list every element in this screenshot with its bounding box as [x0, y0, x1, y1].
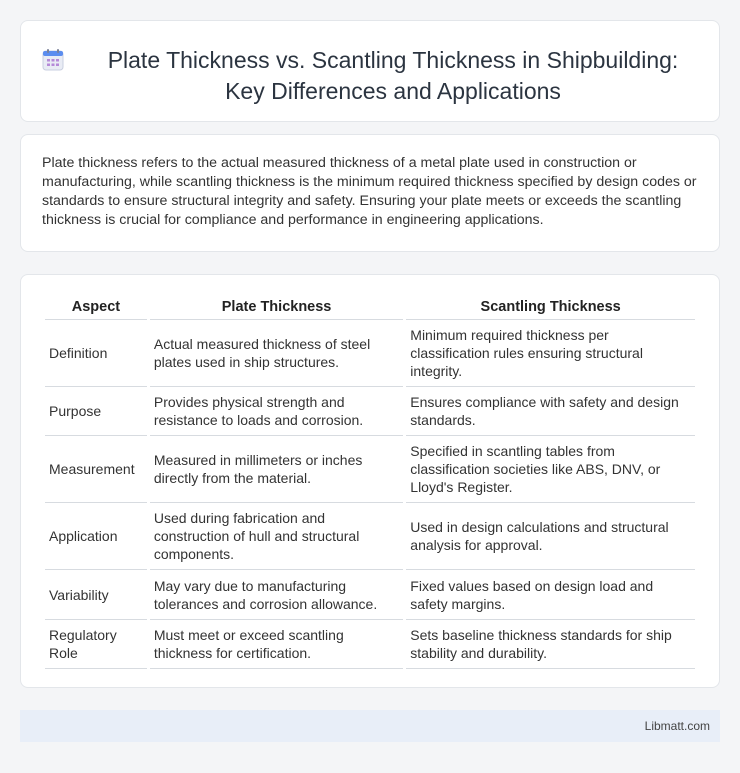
table-row [45, 436, 695, 503]
row-aspect: Purpose [45, 387, 147, 436]
row-aspect: Measurement [45, 436, 147, 503]
row-plate: Provides physical strength and resistance to loads and corrosion. [150, 387, 403, 436]
row-plate: May vary due to manufacturing tolerances and corrosion allowance. [150, 570, 403, 620]
row-scantling: Minimum required thickness per classification rules ensuring structural integrity. [406, 320, 695, 387]
table-row [45, 503, 695, 570]
footer-site-name[interactable]: Libmatt.com [644, 719, 710, 733]
row-plate: Actual measured thickness of steel plates used in ship structures. [150, 320, 403, 387]
table-row [45, 620, 695, 669]
row-aspect: Regulatory Role [45, 620, 147, 669]
calendar-icon [41, 48, 65, 72]
header-plate-thickness: Plate Thickness [150, 295, 403, 320]
row-aspect: Application [45, 503, 147, 570]
header-scantling-thickness: Scantling Thickness [406, 295, 695, 320]
footer [20, 710, 720, 742]
row-aspect: Definition [45, 320, 147, 387]
intro-paragraph: Plate thickness refers to the actual measured thickness of a metal plate used in construction or manufacturing, while scantling thickness is the minimum required thickness specified by design codes or standards to ensure structural integrity and safety. Ensuring your plate meets or exceeds the scantling thickness is crucial for compliance and performance in engineering applications. [42, 155, 697, 228]
table-header-row [45, 295, 695, 320]
table-row [45, 387, 695, 436]
header-aspect: Aspect [45, 295, 147, 320]
row-scantling: Used in design calculations and structural analysis for approval. [406, 503, 695, 570]
table-card [20, 274, 720, 688]
row-scantling: Sets baseline thickness standards for ship stability and durability. [406, 620, 695, 669]
row-scantling: Specified in scantling tables from classification societies like ABS, DNV, or Lloyd's Register. [406, 436, 695, 503]
row-plate: Used during fabrication and construction of hull and structural components. [150, 503, 403, 570]
page-title: Plate Thickness vs. Scantling Thickness in Shipbuilding: Key Differences and Applications [107, 47, 679, 104]
intro-card [20, 134, 720, 252]
row-plate: Must meet or exceed scantling thickness for certification. [150, 620, 403, 669]
row-scantling: Ensures compliance with safety and design standards. [406, 387, 695, 436]
row-aspect: Variability [45, 570, 147, 620]
comparison-table [42, 295, 698, 669]
row-scantling: Fixed values based on design load and safety margins. [406, 570, 695, 620]
table-row [45, 320, 695, 387]
row-plate: Measured in millimeters or inches directly from the material. [150, 436, 403, 503]
title-card [20, 20, 720, 122]
table-row [45, 570, 695, 620]
